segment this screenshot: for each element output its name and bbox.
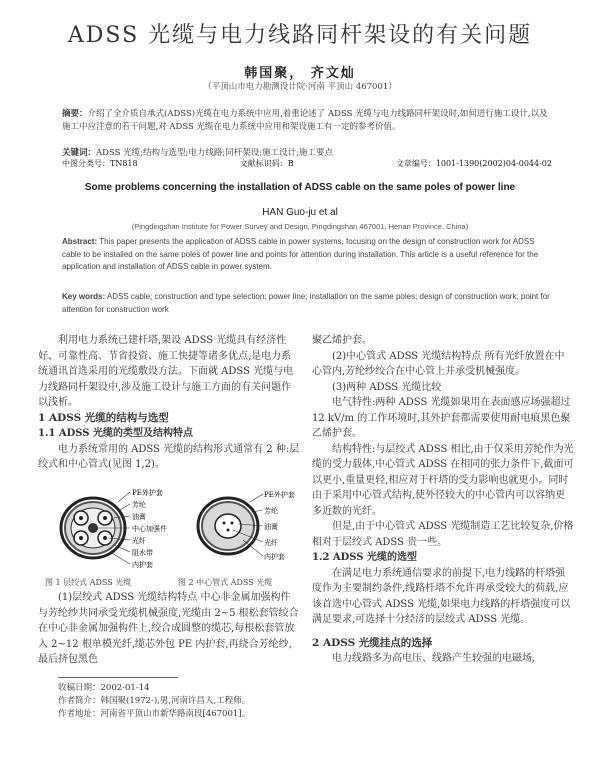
footnote <box>58 682 300 721</box>
english-title: Some problems concerning the installation of ADSS cable on the same poles of power line <box>84 182 516 193</box>
footnote-rule <box>58 677 178 678</box>
fig2-caption: 图 2 中心管式 ADSS 光缆 <box>178 578 273 587</box>
paragraph: (2)中心管式 ADSS 光缆结构特点 所有光纤放置在中心管内,芳纶纱绞合在中心管上并承受机械强度。 <box>312 350 565 377</box>
english-affiliation: (Pingdingshan Institute for Power Survey and Design, Pingdingshan 467001, Henan Province, China) <box>131 222 469 231</box>
author-intro: 作者简介：韩国聚(1972-),男,河南许昌人,工程师。 <box>58 696 251 706</box>
fig1-label: 油膏 <box>132 513 146 521</box>
classification-row <box>62 158 552 169</box>
affiliation: （平顶山市电力勘测设计院·河南 平顶山 467001） <box>203 82 397 92</box>
fig2-label: 内护套 <box>264 553 285 561</box>
right-column <box>312 333 574 667</box>
fig2-label: 芳纶 <box>264 507 278 515</box>
left-column <box>38 333 300 473</box>
fig2-central-tube-cable <box>198 490 295 561</box>
english-keywords <box>62 291 552 316</box>
abstract-label: 摘要： <box>62 109 88 119</box>
fig1-label: 阻水带 <box>132 549 153 557</box>
fig1-label: 芳纶 <box>132 501 146 509</box>
clc-number: 中图分类号：TN818 <box>62 159 138 168</box>
english-author: HAN Guo-ju et al <box>262 207 338 218</box>
fig1-label: 内护套 <box>132 561 153 569</box>
intro-paragraph: 利用电力系统已建杆塔,架设 ADSS 光缆具有经济性好、可靠性高、节省投资、施工快捷等诸多优点,是电力系统通讯首选采用的光缆敷设方法。下面就 ADSS 光缆与电力线路同杆架设中,涉及施工设计与施工方面的有关问题作以浅析。 <box>38 335 294 408</box>
fig1-label: PE外护套 <box>132 489 163 497</box>
paragraph: 结构特性:与层绞式 ADSS 相比,由于仅采用芳纶作为光缆的受力载体,中心管式 ADSS 在相同的张力条件下,截面可以更小,重量更轻,相应对于杆塔的受力影响也就更小。同时由于采用中心管式结构,使外径较大的中心管内可以容纳更多近数的光纤。 <box>312 443 574 517</box>
fig1-layered-cable <box>61 488 167 569</box>
article-number: 文章编号：1001-1390(2002)04-0044-02 <box>395 159 552 168</box>
abstract-text: 介绍了全介质自承式(ADSS)光缆在电力系统中应用,着重论述了 ADSS 光缆与电力线路同杆架设时,如何进行施工设计,以及施工中应注意的若干问题,对 ADSS 光缆在电力系统中应用和架设施工有一定的参考价值。 <box>62 109 548 132</box>
fig1-caption: 图 1 层绞式 ADSS 光缆 <box>45 578 132 587</box>
paragraph: (1)层绞式 ADSS 光缆结构特点 中心非金属加强构件与芳纶纱共同承受光缆机械强度,光缆由 2~5 根松套管绞合在中心非金属加强构件上,绞合成圆整的缆芯,每根松套管放入 2~12 根单模光纤,缆芯外包 PE 内护套,再绕合芳纶纱,最后挤包黑色 <box>38 592 299 665</box>
fig2-label: 光纤 <box>264 539 278 547</box>
abstract-cn <box>62 108 552 134</box>
fig2-label: 油膏 <box>264 523 278 531</box>
paragraph: 但是,由于中心管式 ADSS 光缆制造工艺比较复杂,价格相对于层绞式 ADSS 贵一些。 <box>312 521 574 548</box>
fig1-label: 中心加强件 <box>132 525 167 533</box>
paper-title: ADSS 光缆与电力线路同杆架设的有关问题 <box>67 23 533 48</box>
paragraph: 电气特性:两种 ADSS 光缆如果用在表面感应场强超过 12 kV/m 的工作环境时,其外护套都需要使用耐电痕黑色聚乙烯护套。 <box>312 397 571 439</box>
paragraph: (3)两种 ADSS 光缆比较 <box>332 381 442 393</box>
cable-figures <box>38 480 300 580</box>
section-1-2-heading: 1.2 ADSS 光缆的选型 <box>312 552 418 563</box>
english-abstract-text: This paper presents the application of ADSS cable in power systems, focusing on the design of construction work for ADSS cable to be installed on the same poles of power line and points for attention during installation. This article is a useful reference for the application and installation of ADSS cable in power system. <box>62 237 539 271</box>
author-address: 作者地址：河南省平顶山市新华路南段[467001]。 <box>58 709 251 719</box>
paragraph: 聚乙烯护套。 <box>312 335 372 346</box>
paragraph: 在满足电力系统通信要求的前提下,电力线路的杆塔强度作为主要制约条件,线路杆塔不允许再承受较大的荷载,应该首选中心管式 ADSS 光缆,如果电力线路的杆塔强度可以满足要求,可选择十分经济的层绞式 ADSS 光缆。 <box>312 567 571 625</box>
doc-code: 文献标识码：B <box>239 159 294 168</box>
fig1-label: 光纤 <box>132 537 146 545</box>
received-date: 收稿日期：2002-01-14 <box>58 683 150 693</box>
section-1-1-heading: 1.1 ADSS 光缆的类型及结构特点 <box>38 428 194 439</box>
paragraph: 电力线路多为高电压、线路产生较强的电磁场, <box>332 653 536 664</box>
english-keywords-label: Key words: <box>62 292 106 301</box>
english-keywords-text: ADSS cable; construction and type selection; power line; installation on the same poles; design of construction work; point for attention for construction work <box>62 292 550 314</box>
keywords-label: 关键词： <box>62 148 97 158</box>
section-2-heading: 2 ADSS 光缆挂点的选择 <box>312 636 433 649</box>
keywords-text: ADSS 光缆;结构与选型;电力线路;同杆架设;施工设计;施工要点 <box>96 148 333 158</box>
section-1-heading: 1 ADSS 光缆的结构与选型 <box>38 411 169 424</box>
fig2-label: PE外护套 <box>264 491 295 499</box>
english-abstract <box>62 236 552 274</box>
english-abstract-label: Abstract: <box>62 237 98 246</box>
authors: 韩国聚， 齐文灿 <box>244 66 356 81</box>
paragraph: 电力系统常用的 ADSS 光缆的结构形式通常有 2 种:层绞式和中心管式(见图 1,2)。 <box>38 443 300 470</box>
left-column-cont <box>38 590 300 668</box>
